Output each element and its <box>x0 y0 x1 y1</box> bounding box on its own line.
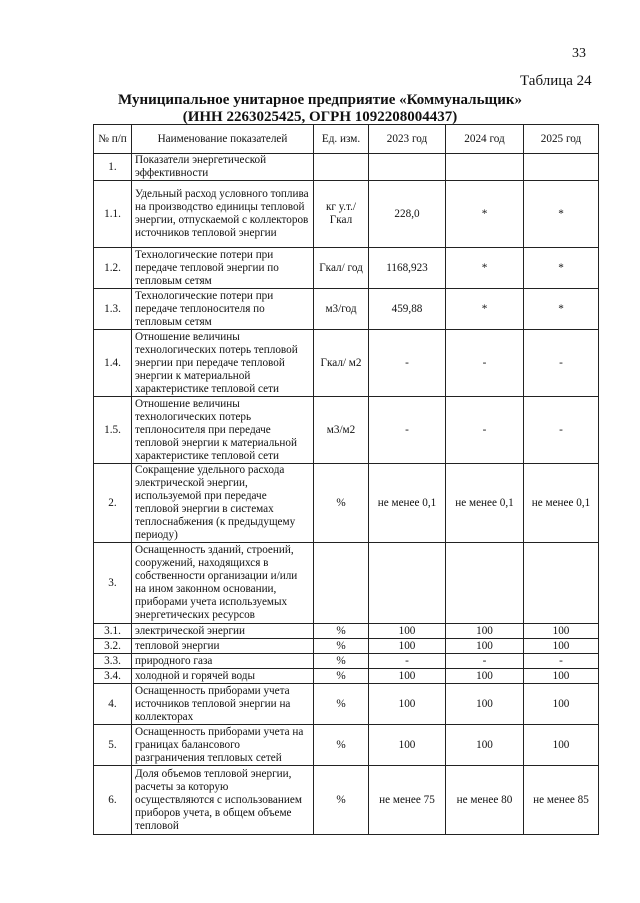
row-number: 6. <box>94 766 132 835</box>
table-row <box>94 181 599 248</box>
value-2025: не менее 85 <box>524 766 599 835</box>
unit-cell: % <box>314 624 369 639</box>
title-organization: Муниципальное унитарное предприятие «Коммунальщик» <box>118 92 522 108</box>
value-2025: - <box>524 654 599 669</box>
table-row <box>94 624 599 639</box>
row-number: 1.2. <box>94 248 132 289</box>
value-2025: - <box>524 330 599 397</box>
value-2024: 100 <box>446 624 524 639</box>
table-header-row <box>94 125 599 154</box>
value-2023: - <box>369 397 446 464</box>
unit-cell: % <box>314 654 369 669</box>
indicator-name: Технологические потери при передаче теплоносителя по тепловым сетям <box>132 289 314 330</box>
indicator-name: Отношение величины технологических потерь тепловой энергии при передаче тепловой энергии к материальной характеристике тепловой сети <box>132 330 314 397</box>
value-2023: 100 <box>369 624 446 639</box>
value-2024: - <box>446 397 524 464</box>
indicators-table <box>93 124 599 835</box>
indicator-name: Оснащенность приборами учета на границах балансового разграничения тепловых сетей <box>132 725 314 766</box>
value-2025 <box>524 543 599 624</box>
value-2023: 228,0 <box>369 181 446 248</box>
unit-cell: % <box>314 766 369 835</box>
indicator-name: природного газа <box>132 654 314 669</box>
indicator-name: холодной и горячей воды <box>132 669 314 684</box>
row-number: 5. <box>94 725 132 766</box>
indicator-name: Оснащенность приборами учета источников тепловой энергии на коллекторах <box>132 684 314 725</box>
value-2025: 100 <box>524 669 599 684</box>
table-title <box>0 92 640 126</box>
unit-cell: Гкал/ год <box>314 248 369 289</box>
value-2025: - <box>524 397 599 464</box>
table-row <box>94 654 599 669</box>
table-label: Таблица 24 <box>520 73 592 89</box>
value-2024 <box>446 543 524 624</box>
unit-cell: % <box>314 725 369 766</box>
unit-cell <box>314 543 369 624</box>
indicator-name: Показатели энергетической эффективности <box>132 154 314 181</box>
indicator-name: Удельный расход условного топлива на производство единицы тепловой энергии, отпускаемой с коллекторов источников тепловой энергии <box>132 181 314 248</box>
unit-cell: % <box>314 669 369 684</box>
value-2025: не менее 0,1 <box>524 464 599 543</box>
page-number: 33 <box>572 46 586 61</box>
value-2023: 100 <box>369 669 446 684</box>
row-number: 2. <box>94 464 132 543</box>
row-number: 3.3. <box>94 654 132 669</box>
value-2024: 100 <box>446 725 524 766</box>
value-2024: не менее 0,1 <box>446 464 524 543</box>
row-number: 3.1. <box>94 624 132 639</box>
value-2023 <box>369 543 446 624</box>
table-row <box>94 725 599 766</box>
indicator-name: Технологические потери при передаче тепловой энергии по тепловым сетям <box>132 248 314 289</box>
unit-cell: % <box>314 639 369 654</box>
row-number: 3.2. <box>94 639 132 654</box>
table-row <box>94 639 599 654</box>
row-number: 1.4. <box>94 330 132 397</box>
row-number: 3.4. <box>94 669 132 684</box>
value-2024: не менее 80 <box>446 766 524 835</box>
value-2024: * <box>446 289 524 330</box>
unit-cell: кг у.т./ Гкал <box>314 181 369 248</box>
value-2025: 100 <box>524 624 599 639</box>
indicator-name: Отношение величины технологических потерь теплоносителя при передаче тепловой энергии к материальной характеристике тепловой сети <box>132 397 314 464</box>
value-2023: 459,88 <box>369 289 446 330</box>
value-2023: не менее 75 <box>369 766 446 835</box>
table-row <box>94 766 599 835</box>
value-2023: 1168,923 <box>369 248 446 289</box>
value-2024 <box>446 154 524 181</box>
table-row <box>94 543 599 624</box>
table-row <box>94 330 599 397</box>
row-number: 1.1. <box>94 181 132 248</box>
unit-cell: Гкал/ м2 <box>314 330 369 397</box>
value-2024: 100 <box>446 684 524 725</box>
row-number: 1.3. <box>94 289 132 330</box>
value-2024: - <box>446 330 524 397</box>
value-2024: * <box>446 181 524 248</box>
table-row <box>94 289 599 330</box>
title-identifiers: (ИНН 2263025425, ОГРН 1092208004437) <box>182 109 458 125</box>
indicator-name: тепловой энергии <box>132 639 314 654</box>
row-number: 4. <box>94 684 132 725</box>
table-row <box>94 397 599 464</box>
value-2024: 100 <box>446 639 524 654</box>
value-2023: 100 <box>369 639 446 654</box>
value-2023 <box>369 154 446 181</box>
header-2025: 2025 год <box>524 125 599 154</box>
indicator-name: электрической энергии <box>132 624 314 639</box>
value-2023: - <box>369 654 446 669</box>
header-num: № п/п <box>94 125 132 154</box>
value-2024: * <box>446 248 524 289</box>
value-2025: 100 <box>524 684 599 725</box>
table-row <box>94 248 599 289</box>
unit-cell: % <box>314 464 369 543</box>
header-2023: 2023 год <box>369 125 446 154</box>
unit-cell: м3/год <box>314 289 369 330</box>
value-2025: 100 <box>524 639 599 654</box>
indicator-name: Доля объемов тепловой энергии, расчеты за которую осуществляются с использованием приборов учета, в общем объеме тепловой <box>132 766 314 835</box>
indicator-name: Оснащенность зданий, строений, сооружений, находящихся в собственности организации и/или на ином законном основании, приборами учета используемых энергетических ресурсов <box>132 543 314 624</box>
row-number: 1. <box>94 154 132 181</box>
value-2023: 100 <box>369 725 446 766</box>
table-row <box>94 684 599 725</box>
value-2025: * <box>524 248 599 289</box>
unit-cell: м3/м2 <box>314 397 369 464</box>
unit-cell <box>314 154 369 181</box>
value-2023: - <box>369 330 446 397</box>
unit-cell: % <box>314 684 369 725</box>
value-2024: - <box>446 654 524 669</box>
row-number: 1.5. <box>94 397 132 464</box>
header-2024: 2024 год <box>446 125 524 154</box>
header-unit: Ед. изм. <box>314 125 369 154</box>
value-2025 <box>524 154 599 181</box>
table-row <box>94 464 599 543</box>
value-2023: 100 <box>369 684 446 725</box>
row-number: 3. <box>94 543 132 624</box>
value-2025: * <box>524 181 599 248</box>
value-2025: 100 <box>524 725 599 766</box>
value-2025: * <box>524 289 599 330</box>
table-row <box>94 154 599 181</box>
indicator-name: Сокращение удельного расхода электрической энергии, используемой при передаче тепловой энергии в системах теплоснабжения (к предыдущему периоду) <box>132 464 314 543</box>
value-2023: не менее 0,1 <box>369 464 446 543</box>
table-row <box>94 669 599 684</box>
header-name: Наименование показателей <box>132 125 314 154</box>
value-2024: 100 <box>446 669 524 684</box>
